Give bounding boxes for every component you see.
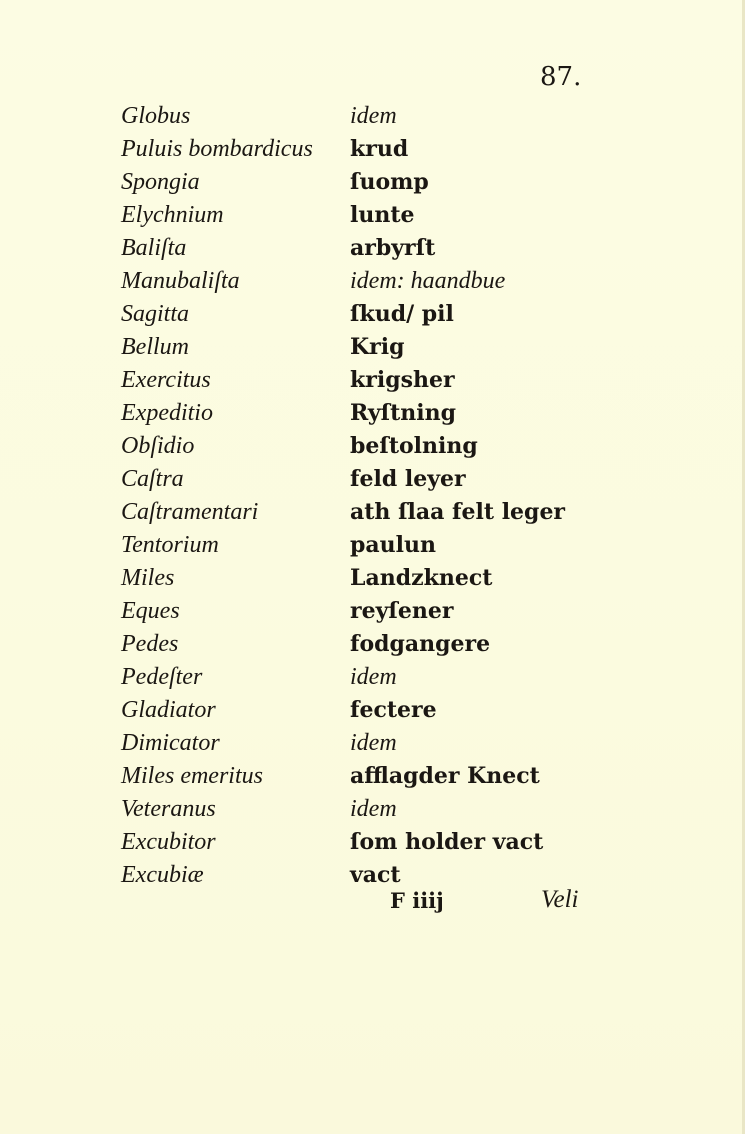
danish-term: idem [350,796,397,822]
danish-term: idem [350,664,397,690]
danish-term: ſuomp [350,169,429,195]
danish-term: lunte [350,202,415,228]
latin-term: Excubiæ [121,862,204,888]
latin-term: Dimicator [121,730,220,756]
latin-term: Excubitor [121,829,216,855]
danish-term: ſom holder vact [350,829,544,855]
danish-term: reyſener [350,598,454,624]
latin-term: Manubaliſta [121,268,240,294]
page-number: 87. [540,62,582,92]
latin-term: Caſtramentari [121,499,259,525]
danish-term: beſtolning [350,433,478,459]
latin-term: Gladiator [121,697,216,723]
danish-term: ath ſlaa felt leger [350,499,566,525]
latin-term: Pedes [121,631,179,657]
danish-term: ſkud/ pil [350,301,454,327]
latin-term: Eques [121,598,180,624]
latin-term: Caſtra [121,466,184,492]
latin-term: Pedeſter [121,664,203,690]
danish-term: idem [350,730,397,756]
danish-term: fodgangere [350,631,491,657]
latin-term: Bellum [121,334,189,360]
danish-term: krud [350,136,409,162]
danish-term: Landzknect [350,565,493,591]
latin-term: Tentorium [121,532,219,558]
danish-term: paulun [350,532,436,558]
danish-term: idem: haandbue [350,268,506,294]
danish-term: krigsher [350,367,455,393]
latin-term: Expeditio [121,400,213,426]
latin-term: Veteranus [121,796,216,822]
danish-term: fectere [350,697,437,723]
latin-column [121,100,313,892]
danish-term: idem [350,103,397,129]
latin-term: Obſidio [121,433,195,459]
latin-term: Baliſta [121,235,187,261]
danish-term: Ryſtning [350,400,457,426]
danish-column [350,100,565,892]
danish-term: afflagder Knect [350,763,540,789]
danish-term: Krig [350,334,405,360]
danish-term: vact [350,862,401,888]
latin-term: Spongia [121,169,200,195]
latin-term: Puluis bombardicus [121,136,313,162]
danish-term: arbyrſt [350,235,436,261]
latin-term: Exercitus [121,367,211,393]
latin-term: Miles emeritus [121,763,263,789]
danish-term: feld leyer [350,466,466,492]
latin-term: Miles [121,565,175,591]
signature-mark: F iiij [390,888,444,913]
latin-term: Elychnium [121,202,224,228]
catchword: Veli [541,886,579,913]
latin-term: Sagitta [121,301,190,327]
latin-term: Globus [121,103,191,129]
